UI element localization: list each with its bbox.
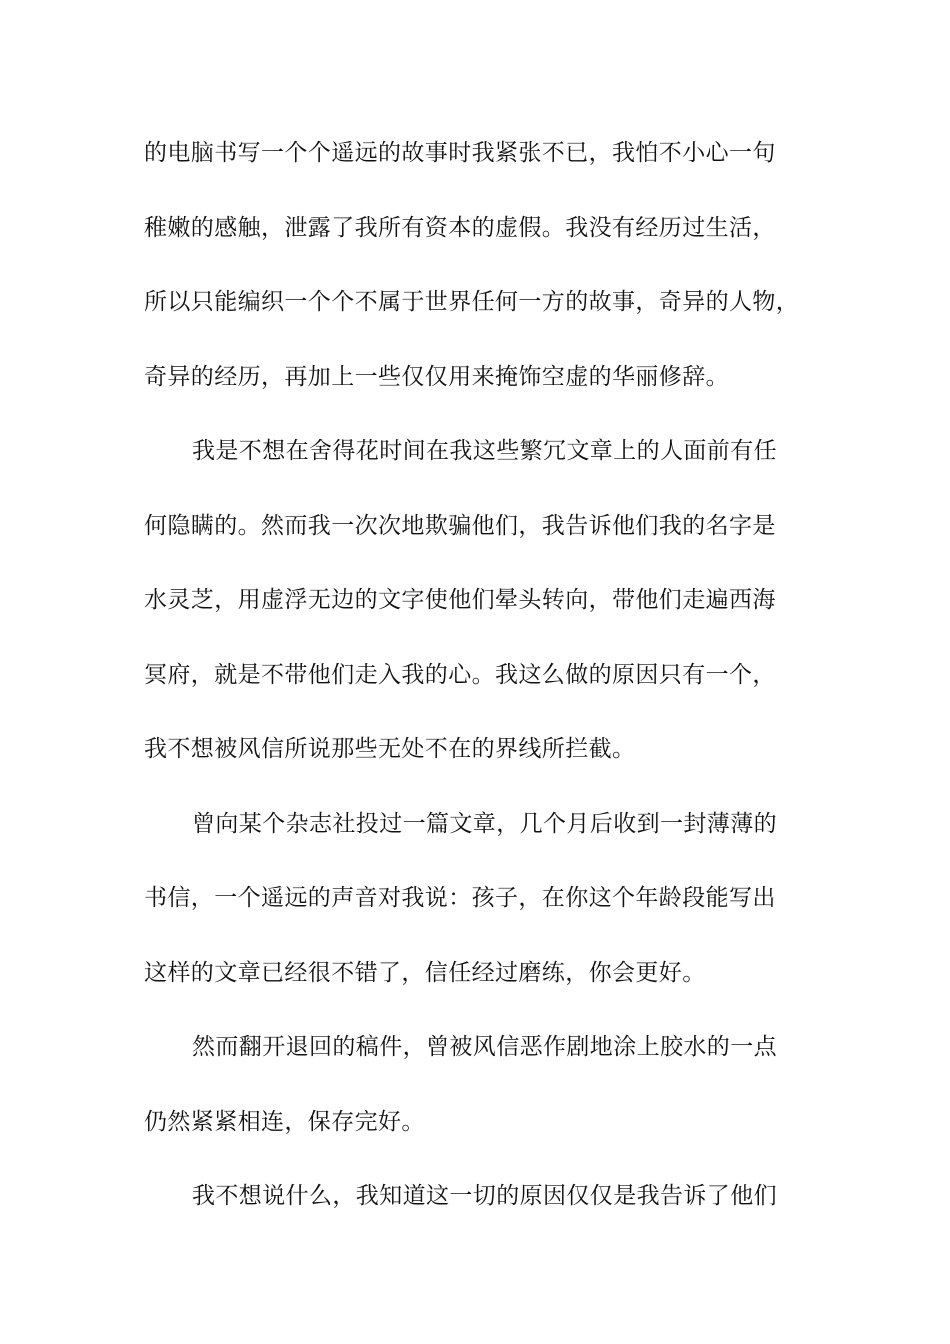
text-line-12: 这样的文章已经很不错了，信任经过磨练，你会更好。	[144, 959, 706, 986]
text-line-10: 曾向某个杂志社投过一篇文章，几个月后收到一封薄薄的	[192, 810, 777, 837]
text-line-14: 仍然紧紧相连，保存完好。	[144, 1108, 425, 1135]
text-line-7: 水灵芝，用虚浮无边的文字使他们晕头转向，带他们走遍西海	[144, 587, 776, 613]
text-line-3: 所以只能编织一个个不属于世界任何一方的故事，奇异的人物，	[144, 289, 800, 315]
text-line-1: 的电脑书写一个个遥远的故事时我紧张不已，我怕不小心一句	[144, 140, 776, 166]
text-line-11: 书信，一个遥远的声音对我说：孩子，在你这个年龄段能写出	[144, 885, 776, 911]
text-line-5: 我是不想在舍得花时间在我这些繁冗文章上的人面前有任	[192, 438, 777, 464]
text-line-8: 冥府，就是不带他们走入我的心。我这么做的原因只有一个，	[144, 661, 776, 688]
text-line-13: 然而翻开退回的稿件，曾被风信恶作剧地涂上胶水的一点	[192, 1034, 777, 1060]
text-line-4: 奇异的经历，再加上一些仅仅用来掩饰空虚的华丽修辞。	[144, 363, 729, 390]
text-line-2: 稚嫩的感触，泄露了我所有资本的虚假。我没有经历过生活，	[144, 214, 776, 241]
body-text	[144, 126, 834, 1244]
text-line-15: 我不想说什么，我知道这一切的原因仅仅是我告诉了他们	[192, 1183, 777, 1209]
text-line-6: 何隐瞒的。然而我一次次地欺骗他们，我告诉他们我的名字是	[144, 512, 776, 539]
text-line-9: 我不想被风信所说那些无处不在的界线所拦截。	[144, 736, 636, 762]
